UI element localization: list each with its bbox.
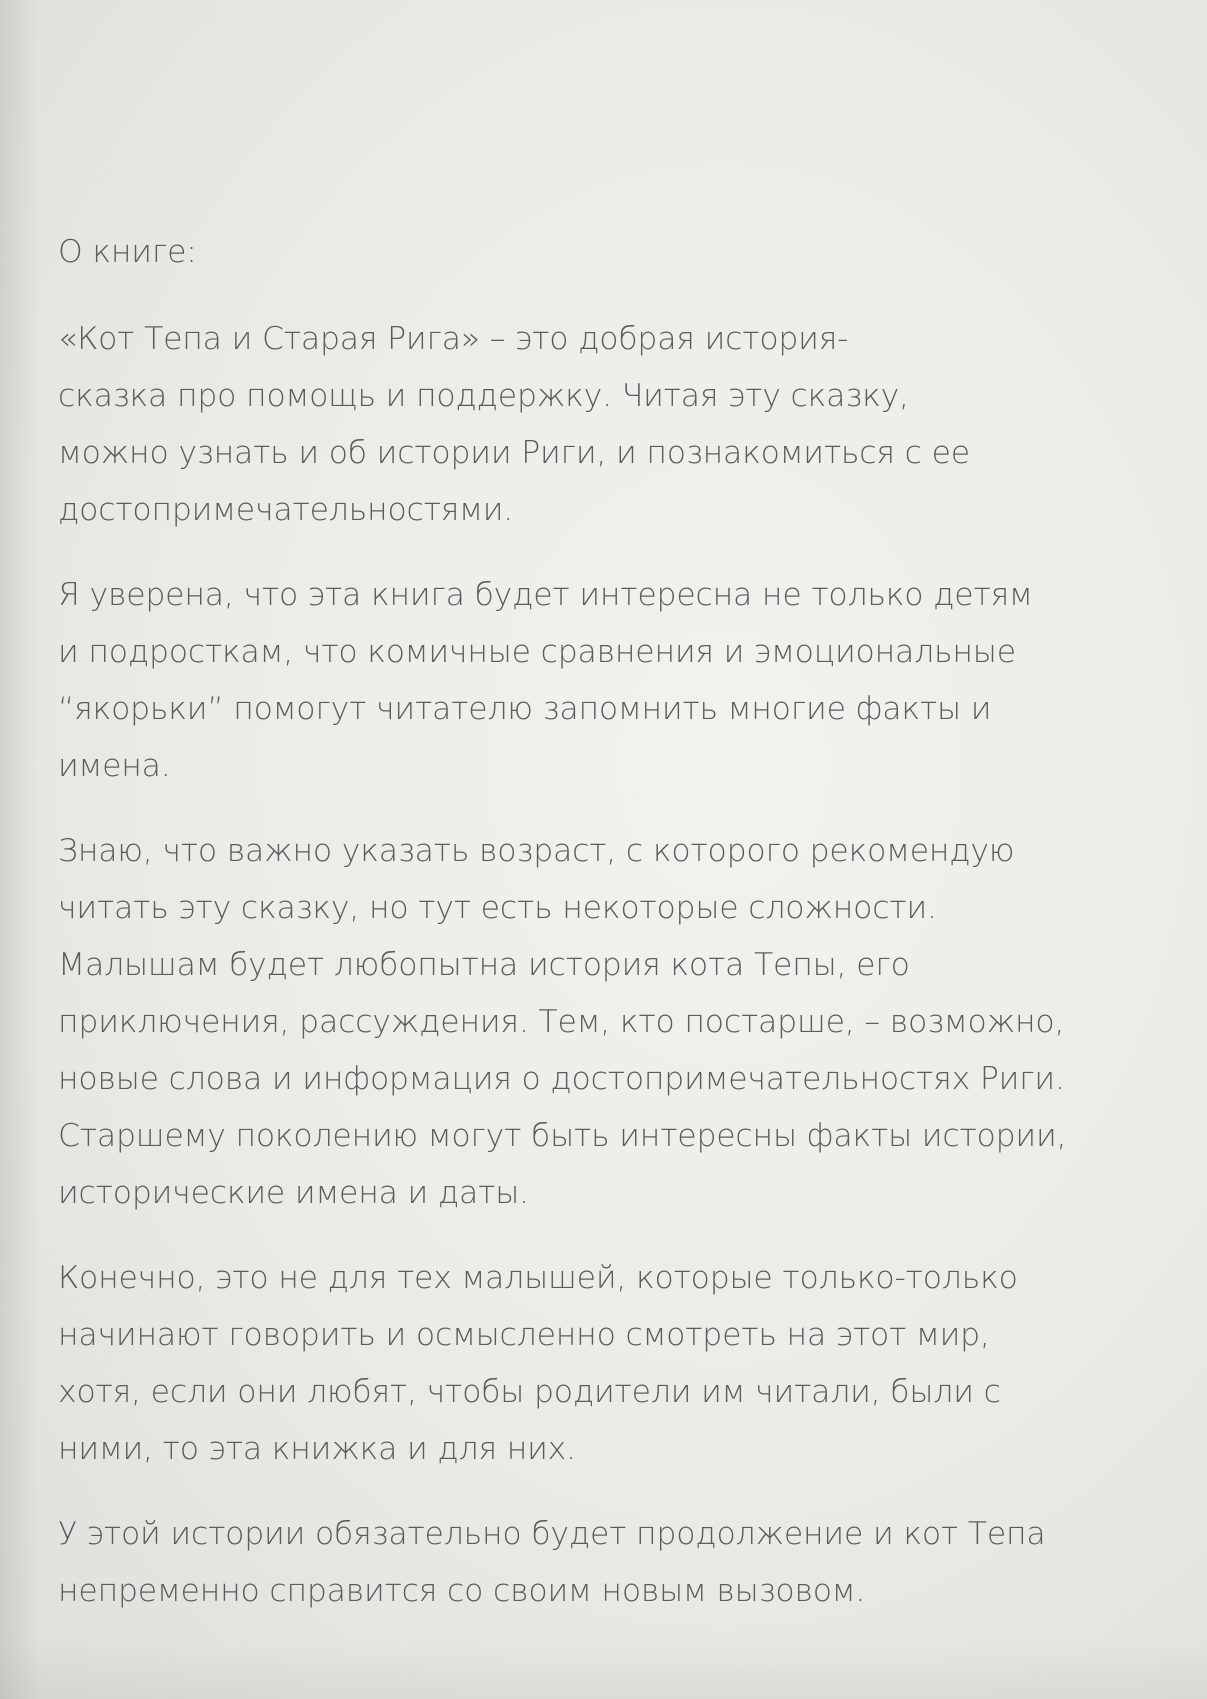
text-line: Конечно, это не для тех малышей, которые только-только (58, 1260, 1018, 1296)
text-line: хотя, если они любят, чтобы родители им читали, были с (58, 1374, 1001, 1410)
text-line: и подросткам, что комичные сравнения и эмоциональные (58, 634, 1016, 670)
book-page-text (58, 224, 1138, 1648)
text-line: исторические имена и даты. (58, 1175, 529, 1211)
section-heading: О книге: (58, 234, 197, 270)
page-shadow-bottom (0, 1639, 1207, 1699)
text-line: «Кот Тепа и Старая Рига» – это добрая история- (58, 321, 849, 357)
text-line: имена. (58, 748, 171, 784)
text-line: Я уверена, что эта книга будет интересна не только детям (58, 577, 1033, 613)
text-line: Малышам будет любопытна история кота Тепы, его (58, 947, 910, 983)
paragraph-audience (58, 567, 1138, 795)
text-line: “якорьки” помогут читателю запомнить многие факты и (58, 691, 992, 727)
paragraph-age (58, 823, 1138, 1222)
text-line: Старшему поколению могут быть интересны факты истории, (58, 1118, 1067, 1154)
text-line: новые слова и информация о достопримечательностях Риги. (58, 1061, 1065, 1097)
text-line: можно узнать и об истории Риги, и познакомиться с ее (58, 435, 970, 471)
text-line: читать эту сказку, но тут есть некоторые сложности. (58, 890, 937, 926)
page-shadow-left (0, 0, 40, 1699)
text-line: У этой истории обязательно будет продолжение и кот Тепа (58, 1516, 1046, 1552)
paragraph-intro (58, 311, 1138, 539)
text-line: Знаю, что важно указать возраст, с которого рекомендую (58, 833, 1015, 869)
paragraph-little-ones (58, 1250, 1138, 1478)
text-line: непременно справится со своим новым вызовом. (58, 1573, 866, 1609)
text-line: достопримечательностями. (58, 492, 514, 528)
text-line: сказка про помощь и поддержку. Читая эту сказку, (58, 378, 909, 414)
text-line: приключения, рассуждения. Тем, кто постарше, – возможно, (58, 1004, 1065, 1040)
text-line: ними, то эта книжка и для них. (58, 1431, 576, 1467)
paragraph-sequel (58, 1506, 1138, 1620)
text-line: начинают говорить и осмысленно смотреть на этот мир, (58, 1317, 990, 1353)
